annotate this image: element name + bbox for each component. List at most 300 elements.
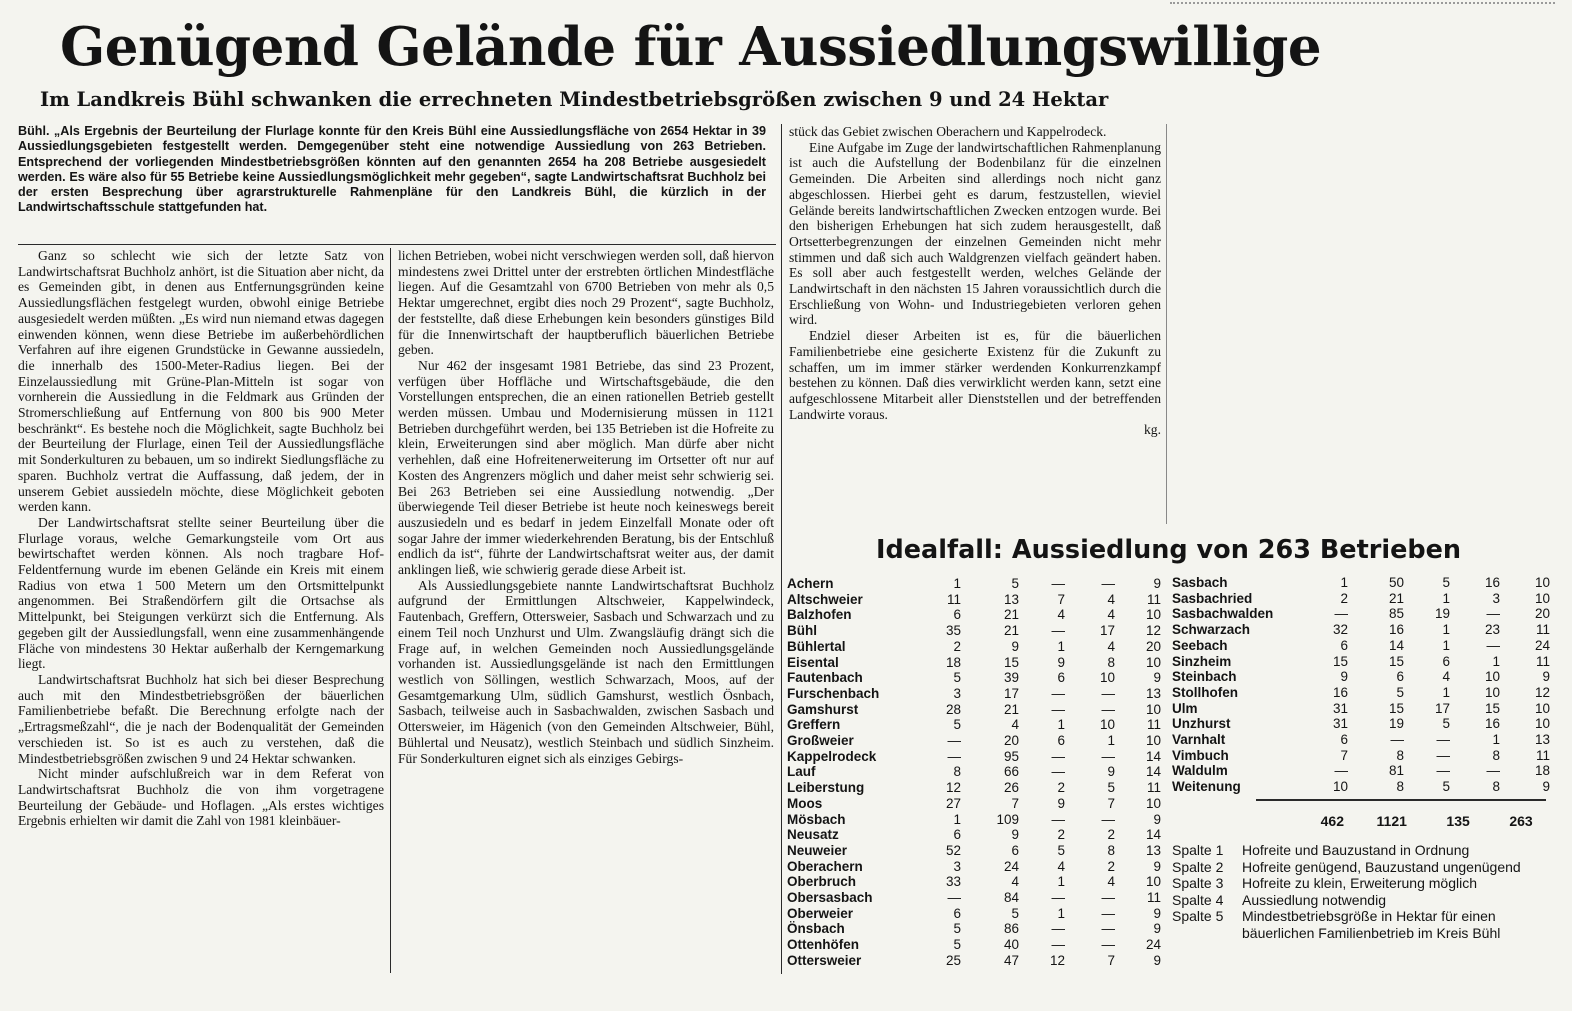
column-value: 52 — [945, 842, 961, 858]
author-initials: kg. — [1144, 422, 1161, 438]
table-row — [787, 921, 1161, 937]
column-value: 11 — [1535, 622, 1550, 638]
paragraph: stück das Gebiet zwischen Oberachern und Kappelrodeck. — [789, 124, 1107, 139]
column-value: 8 — [1396, 779, 1404, 795]
column-value: — — [1436, 763, 1450, 779]
municipality-name: Achern — [787, 576, 834, 591]
column-value: — — [1051, 811, 1065, 827]
column-value: 5 — [1442, 575, 1450, 590]
municipality-name: Kappelrodeck — [787, 748, 877, 764]
column-value: 12 — [1145, 623, 1161, 639]
column-value: 109 — [996, 811, 1019, 827]
table-row — [787, 843, 1161, 859]
column-value: 11 — [1146, 890, 1161, 906]
column-value: 6 — [1057, 670, 1065, 686]
column-value: 4 — [1011, 874, 1019, 890]
table-row — [787, 733, 1161, 749]
column-value: 1 — [1442, 684, 1450, 700]
table-row — [1172, 591, 1550, 607]
column-value: 1 — [1492, 732, 1500, 748]
column-value: 1 — [1442, 637, 1450, 653]
column-value: 1 — [1057, 874, 1065, 890]
column-value: — — [1051, 921, 1065, 937]
column-value: — — [1436, 747, 1450, 763]
column-value: 10 — [1534, 590, 1550, 606]
legend-item — [1172, 859, 1552, 876]
column-value: 10 — [1145, 795, 1161, 811]
column-value: 32 — [1332, 622, 1348, 638]
municipality-name: Önsbach — [787, 921, 845, 937]
column-value: — — [1101, 701, 1115, 717]
column-value: 9 — [1057, 654, 1065, 670]
column-value: 9 — [1153, 811, 1161, 827]
column-value: 12 — [1049, 952, 1065, 968]
column-value: 5 — [1011, 576, 1019, 591]
table-row — [787, 780, 1161, 796]
column-value: 10 — [1332, 779, 1348, 795]
column-value: 18 — [1534, 763, 1550, 779]
column-value: 10 — [1534, 575, 1550, 590]
column-value: 4 — [1057, 607, 1065, 623]
municipality-name: Steinbach — [1172, 669, 1237, 685]
column-value: 1 — [1107, 733, 1115, 749]
column-value: 40 — [1003, 937, 1019, 953]
municipality-name: Furschenbach — [787, 685, 880, 701]
column-value: 6 — [1340, 732, 1348, 748]
column-value: 3 — [953, 858, 961, 874]
municipality-name: Ottersweier — [787, 952, 862, 968]
column-value: 81 — [1388, 763, 1404, 779]
table-row — [787, 607, 1161, 623]
column-value: 10 — [1145, 607, 1161, 623]
column-value: 5 — [953, 921, 961, 937]
column-value: 1 — [1340, 575, 1348, 590]
municipality-name: Fautenbach — [787, 670, 863, 686]
column-value: 21 — [1003, 701, 1019, 717]
column-value: 16 — [1484, 575, 1500, 590]
column-value: 13 — [1003, 591, 1019, 607]
column-value: 26 — [1003, 780, 1019, 796]
table-row — [1172, 701, 1550, 717]
column-value: 4 — [1107, 638, 1115, 654]
table-row — [787, 796, 1161, 812]
column-value: 11 — [1535, 747, 1550, 763]
column-value: 1 — [1492, 653, 1500, 669]
column-value: 14 — [1145, 748, 1161, 764]
column-value: 17 — [1003, 685, 1019, 701]
municipality-name: Oberachern — [787, 858, 863, 874]
column-value: 10 — [1534, 700, 1550, 716]
paragraph: Nicht minder aufschlußreich war in dem Referat von Landwirtschaftsrat Buchholz die von ihm vorgetragene Beurteilung der Gebäude- und Hoflagen. „Als erstes wichtiges Ergebnis erhielten wir damit die Zahl von 1981 kleinbäuer- — [18, 766, 384, 829]
column-value: 9 — [1057, 795, 1065, 811]
table-row — [787, 639, 1161, 655]
table-row — [787, 812, 1161, 828]
column-value: 10 — [1099, 717, 1115, 733]
column-value: 6 — [1442, 653, 1450, 669]
headline: Genügend Gelände für Aussiedlungswillige — [60, 16, 1322, 78]
column-value: 5 — [1107, 780, 1115, 796]
column-value: 5 — [1057, 842, 1065, 858]
column-value: 35 — [945, 623, 961, 639]
municipality-name: Altschweier — [787, 591, 863, 607]
municipality-name: Greffern — [787, 717, 841, 733]
municipality-name: Sasbachwalden — [1172, 606, 1274, 622]
column-value: 10 — [1145, 654, 1161, 670]
column-value: 6 — [1057, 733, 1065, 749]
column-value: 17 — [1434, 700, 1450, 716]
column-value: — — [1390, 732, 1404, 748]
subheadline: Im Landkreis Bühl schwanken die errechneten Mindestbetriebsgrößen zwischen 9 und 24 Hektar — [40, 88, 1109, 111]
column-value: 50 — [1388, 575, 1404, 590]
column-value: 20 — [1003, 733, 1019, 749]
column-value: 2 — [1057, 780, 1065, 796]
column-value: 1 — [1442, 622, 1450, 638]
legend-item — [1172, 892, 1552, 909]
table-row — [787, 623, 1161, 639]
paragraph: Der Landwirtschaftsrat stellte seiner Beurteilung über die Flurlage voraus, welche Gemarkungsteile vom Ort aus bewirtschaftet werden können. Als noch tragbare Hof-Feldentfernung wurde im ebenen Gelände ein Kreis mit einem Radius von etwa 1 500 Metern um den Ortsmittelpunkt angenommen. Bei Straßendörfern gilt die Ortsachse als Mittelpunkt, bei Steigungen verkürzt sich die Entfernung. Als gegeben gilt der Aussiedlungsfall, wenn eine zusammenhängende Fläche von mindestens 30 Hektar außerhalb der Kerngemarkung liegt. — [18, 514, 384, 672]
municipality-name: Weitenung — [1172, 779, 1241, 795]
total-value: 263 — [1509, 813, 1533, 829]
column-value: — — [1051, 764, 1065, 780]
column-value: 33 — [945, 874, 961, 890]
statistics-table-left — [787, 576, 1161, 969]
column-value: 11 — [1146, 591, 1161, 607]
legend-key: Spalte 5 — [1172, 908, 1224, 924]
column-value: 9 — [1011, 638, 1019, 654]
article-column-1 — [18, 248, 384, 973]
column-value: 13 — [1534, 732, 1550, 748]
column-value: 2 — [1107, 858, 1115, 874]
table-row — [1172, 575, 1550, 591]
legend-text: Mindestbetriebsgröße in Hektar für einen bäuerlichen Familienbetrieb im Kreis Bühl — [1242, 908, 1501, 941]
column-value: 1 — [953, 576, 961, 591]
table-row — [1172, 685, 1550, 701]
column-value: 16 — [1332, 684, 1348, 700]
table-row — [1172, 716, 1550, 732]
column-value: 84 — [1003, 890, 1019, 906]
municipality-name: Neusatz — [787, 827, 839, 843]
column-value: 1 — [1057, 905, 1065, 921]
column-value: 6 — [1340, 637, 1348, 653]
column-value: 66 — [1003, 764, 1019, 780]
column-value: 9 — [1011, 827, 1019, 843]
column-value: 10 — [1145, 874, 1161, 890]
municipality-name: Sasbach — [1172, 575, 1228, 590]
table-row — [787, 670, 1161, 686]
column-value: 28 — [945, 701, 961, 717]
column-value: 4 — [1107, 874, 1115, 890]
column-value: 10 — [1484, 669, 1500, 685]
column-value: 10 — [1145, 701, 1161, 717]
column-value: — — [1101, 937, 1115, 953]
column-value: 8 — [1492, 779, 1500, 795]
column-value: 8 — [1107, 654, 1115, 670]
table-row — [1172, 732, 1550, 748]
column-value: 5 — [953, 717, 961, 733]
table-row — [787, 906, 1161, 922]
municipality-name: Unzhurst — [1172, 716, 1231, 732]
lead-divider — [18, 244, 776, 245]
table-row — [787, 749, 1161, 765]
column-value: 47 — [1003, 952, 1019, 968]
column-value: 14 — [1145, 764, 1161, 780]
column-value: 5 — [1011, 905, 1019, 921]
column-value: — — [1051, 748, 1065, 764]
article-column-3 — [789, 124, 1161, 524]
municipality-name: Oberbruch — [787, 874, 857, 890]
column-value: 25 — [945, 952, 961, 968]
municipality-name: Moos — [787, 795, 823, 811]
paragraph: lichen Betrieben, wobei nicht verschwiegen werden soll, daß hiervon mindestens zwei Drittel unter der erstrebten örtlichen Mindestfläche liegen. Auf die Gesamtzahl von 6700 Betrieben von mehr als 0,5 Hektar umgerechnet, ergibt dies noch 29 Prozent“, sagte Buchholz, der feststellte, daß diese Erhebungen kein besonders günstiges Bild für die Innenwirtschaft der hauptberuflich bäuerlichen Betriebe geben. — [398, 248, 774, 358]
column-value: 2 — [1057, 827, 1065, 843]
municipality-name: Balzhofen — [787, 607, 852, 623]
table-row — [1172, 606, 1550, 622]
column-value: — — [1101, 905, 1115, 921]
legend-key: Spalte 3 — [1172, 875, 1224, 891]
paragraph: Endziel dieser Arbeiten ist es, für die bäuerlichen Familienbetriebe eine gesicherte Existenz für die Zukunft zu schaffen, um im immer stärker werdenden Konkurrenzkampf bestehen zu können. Daß dies verwirklicht werden kann, setzt eine aufgeschlossene Mitarbeit aller Dienststellen und der betreffenden Landwirte voraus. — [789, 328, 1161, 422]
municipality-name: Vimbuch — [1172, 747, 1229, 763]
municipality-name: Bühl — [787, 623, 817, 639]
municipality-name: Ulm — [1172, 700, 1198, 716]
column-value: 17 — [1099, 623, 1115, 639]
column-value: 5 — [953, 670, 961, 686]
top-border-line — [1170, 2, 1555, 7]
legend-item — [1172, 908, 1552, 941]
column-value: 31 — [1332, 700, 1348, 716]
column-value: — — [947, 733, 961, 749]
column-value: 15 — [1388, 700, 1404, 716]
column-value: 6 — [953, 607, 961, 623]
column-value: 14 — [1145, 827, 1161, 843]
column-value: 7 — [1011, 795, 1019, 811]
column-value: 21 — [1003, 623, 1019, 639]
column-value: — — [1051, 890, 1065, 906]
column-value: 31 — [1332, 716, 1348, 732]
municipality-name: Bühlertal — [787, 638, 846, 654]
column-value: — — [1051, 701, 1065, 717]
column-value: 5 — [953, 937, 961, 953]
table-row — [787, 953, 1161, 969]
statistics-table-right — [1172, 575, 1550, 795]
column-value: 10 — [1484, 684, 1500, 700]
column-value: — — [1334, 763, 1348, 779]
municipality-name: Eisental — [787, 654, 839, 670]
table-row — [787, 937, 1161, 953]
column-value: 9 — [1542, 669, 1550, 685]
column-value: 5 — [1442, 779, 1450, 795]
column-value: 12 — [945, 780, 961, 796]
column-value: 8 — [1492, 747, 1500, 763]
column-value: 19 — [1388, 716, 1404, 732]
column-value: 15 — [1388, 653, 1404, 669]
column-value: 2 — [953, 638, 961, 654]
column-legend — [1172, 842, 1552, 941]
table-row — [1172, 669, 1550, 685]
column-value: 95 — [1003, 748, 1019, 764]
column-value: 9 — [1153, 952, 1161, 968]
column-value: — — [1101, 890, 1115, 906]
municipality-name: Stollhofen — [1172, 684, 1238, 700]
article-column-2 — [398, 248, 774, 973]
column-value: 10 — [1534, 716, 1550, 732]
municipality-name: Leiberstung — [787, 780, 865, 796]
column-value: 11 — [1146, 780, 1161, 796]
municipality-name: Sasbachried — [1172, 590, 1253, 606]
column-value: 27 — [945, 795, 961, 811]
column-value: 11 — [1146, 717, 1161, 733]
table-row — [1172, 622, 1550, 638]
legend-item — [1172, 875, 1552, 892]
column-value: 15 — [1003, 654, 1019, 670]
column-value: 4 — [1057, 858, 1065, 874]
column-value: 1 — [1442, 590, 1450, 606]
table-row — [1172, 654, 1550, 670]
column-value: 7 — [1057, 591, 1065, 607]
column-value: 20 — [1145, 638, 1161, 654]
column-value: 85 — [1388, 606, 1404, 622]
municipality-name: Seebach — [1172, 637, 1228, 653]
column-value: 9 — [1153, 670, 1161, 686]
column-value: 10 — [1099, 670, 1115, 686]
municipality-name: Schwarzach — [1172, 622, 1251, 638]
column-rule-2 — [781, 124, 782, 974]
table-row — [787, 764, 1161, 780]
column-value: 3 — [1492, 590, 1500, 606]
column-value: — — [1101, 576, 1115, 591]
column-value: 10 — [1145, 733, 1161, 749]
column-value: 9 — [1340, 669, 1348, 685]
column-rule-3 — [1166, 124, 1167, 524]
column-value: 6 — [1396, 669, 1404, 685]
column-value: 3 — [953, 685, 961, 701]
column-value: 86 — [1003, 921, 1019, 937]
column-value: 20 — [1534, 606, 1550, 622]
table-row — [787, 859, 1161, 875]
column-value: 24 — [1003, 858, 1019, 874]
column-value: — — [947, 748, 961, 764]
column-value: 9 — [1153, 905, 1161, 921]
table-row — [787, 655, 1161, 671]
column-value: 11 — [1535, 653, 1550, 669]
column-value: — — [1486, 763, 1500, 779]
municipality-name: Großweier — [787, 733, 854, 749]
table-row — [1172, 763, 1550, 779]
column-value: 18 — [945, 654, 961, 670]
column-value: 9 — [1153, 858, 1161, 874]
municipality-name: Varnhalt — [1172, 732, 1226, 748]
total-value: 462 — [1320, 813, 1344, 829]
column-value: 2 — [1340, 590, 1348, 606]
column-value: 6 — [1011, 842, 1019, 858]
column-value: 21 — [1388, 590, 1404, 606]
column-value: — — [1051, 937, 1065, 953]
column-totals — [1285, 813, 1533, 829]
column-value: 15 — [1332, 653, 1348, 669]
table-row — [787, 890, 1161, 906]
table-row — [787, 702, 1161, 718]
table-row — [787, 686, 1161, 702]
column-value: 7 — [1107, 952, 1115, 968]
column-value: 9 — [1542, 779, 1550, 795]
column-value: 4 — [1107, 591, 1115, 607]
column-rule-1 — [390, 248, 391, 973]
column-value: — — [1486, 606, 1500, 622]
legend-key: Spalte 1 — [1172, 842, 1224, 858]
column-value: 6 — [953, 827, 961, 843]
column-value: — — [1051, 623, 1065, 639]
column-value: 2 — [1107, 827, 1115, 843]
column-value: 16 — [1388, 622, 1404, 638]
paragraph: Als Aussiedlungsgebiete nannte Landwirtschaftsrat Buchholz aufgrund der Ermittlungen Altschweier, Kappelwindeck, Fautenbach, Greffern, Ottersweier, Sasbach und Schwarzach und zu einem Teil noch Unzhurst und Ulm. Zwangsläufig drängt sich die Frage auf, in welchen Gemeinden noch Aussiedlungsgelände vorhanden ist. Aussiedlungsgelände ist nach den Ermittlungen westlich von Söllingen, westlich Schwarzach, Moos, auf der Gesamtgemarkung Ulm, südlich Gamshurst, westlich Ösnbach, Sasbach, teilweise auch in Sasbachwalden, zwischen Sasbach und Ottersweier, im Hägenich (von den Gemeinden Altschweier, Bühl, Bühlertal und Neusatz), westlich Steinbach und südlich Sinzheim. Für Sonderkulturen eignet sich als einziges Gebirgs- — [398, 577, 774, 766]
table-row — [787, 592, 1161, 608]
column-value: 4 — [1107, 607, 1115, 623]
column-value: — — [1051, 576, 1065, 591]
column-value: — — [1436, 732, 1450, 748]
column-value: — — [1101, 811, 1115, 827]
table-box-title: Idealfall: Aussiedlung von 263 Betrieben — [876, 535, 1462, 565]
column-value: 24 — [1534, 637, 1550, 653]
column-value: 5 — [1396, 684, 1404, 700]
column-value: 13 — [1145, 842, 1161, 858]
lead-paragraph: Bühl. „Als Ergebnis der Beurteilung der Flurlage konnte für den Kreis Bühl eine Aussiedlungsfläche von 2654 Hektar in 39 Aussiedlungsgebieten festgestellt werden. Demgegenüber steht eine notwendige Aussiedlung von 263 Betrieben. Entsprechend der vorliegenden Mindestbetriebsgrößen könnten auf den genannten 2654 ha 208 Betriebe ausgesiedelt werden. Es wäre also für 55 Betriebe keine Aussiedlungsmöglichkeit mehr gegeben“, sagte Landwirtschaftsrat Buchholz bei der ersten Besprechung über agrarstrukturelle Rahmenpläne für den Landkreis Bühl, die kürzlich in der Landwirtschaftsschule stattgefunden hat. — [18, 124, 766, 215]
column-value: 21 — [1003, 607, 1019, 623]
table-row — [787, 827, 1161, 843]
table-row — [1172, 748, 1550, 764]
column-value: 15 — [1484, 700, 1500, 716]
municipality-name: Lauf — [787, 764, 816, 780]
paragraph: Landwirtschaftsrat Buchholz hat sich bei dieser Besprechung auch mit den Mindestbetriebsgrößen der bäuerlichen Familienbetriebe befaßt. Die Berechnung erfolgte nach der „Ertragsmeßzahl“, die je nach der Bodenqualität der Gemeinden verschieden ist. So ist es auch zu verstehen, daß die Mindestbetriebsgrößen zwischen 9 und 24 Hektar schwanken. — [18, 671, 384, 766]
column-value: 16 — [1484, 716, 1500, 732]
column-value: 9 — [1107, 764, 1115, 780]
legend-text: Hofreite und Bauzustand in Ordnung — [1242, 842, 1470, 858]
legend-item — [1172, 842, 1552, 859]
column-value: 7 — [1107, 795, 1115, 811]
column-value: 9 — [1153, 576, 1161, 591]
column-value: 5 — [1442, 716, 1450, 732]
column-value: 8 — [1107, 842, 1115, 858]
column-value: — — [947, 890, 961, 906]
column-value: — — [1051, 685, 1065, 701]
column-value: 24 — [1145, 937, 1161, 953]
column-value: 7 — [1340, 747, 1348, 763]
table-row — [1172, 638, 1550, 654]
column-value: 11 — [946, 591, 961, 607]
column-value: — — [1101, 685, 1115, 701]
column-value: 4 — [1442, 669, 1450, 685]
municipality-name: Sinzheim — [1172, 653, 1232, 669]
paragraph: Nur 462 der insgesamt 1981 Betriebe, das sind 23 Prozent, verfügen über Hoffläche und Wirtschaftsgebäude, die den Vorstellungen entsprechen, die an einen rationellen Betrieb gestellt werden müssen. Umbau und Modernisierung müssen in 1121 Betrieben durchgeführt werden, bei 135 Betrieben ist die Hofreite zu klein, Erweiterungen sind aber möglich. Man dürfe aber nicht verhehlen, daß eine Hofreitenerweiterung im Ortsetter oft nur auf Kosten des Angrenzers möglich und daher meist sehr schwierig sei. Bei 263 Betrieben sei eine Aussiedlung notwendig. „Der überwiegende Teil dieser Betriebe ist heute noch keineswegs bereit auszusiedeln und es bedarf in jedem Einzelfall Monate oder oft sogar Jahre der immer wiederkehrenden Beratung, bis der Entschluß endlich da ist“, führte der Landwirtschaftsrat weiter aus, der damit anklingen ließ, wie schwierig gerade diese Arbeit ist. — [398, 357, 774, 578]
legend-text: Hofreite zu klein, Erweiterung möglich — [1242, 875, 1477, 891]
column-value: 1 — [953, 811, 961, 827]
municipality-name: Ottenhöfen — [787, 937, 859, 953]
column-value: 13 — [1145, 685, 1161, 701]
total-value: 1121 — [1376, 813, 1407, 829]
municipality-name: Waldulm — [1172, 763, 1228, 779]
municipality-name: Oberweier — [787, 905, 854, 921]
legend-text: Hofreite genügend, Bauzustand ungenügend — [1242, 858, 1521, 875]
column-value: 1 — [1057, 717, 1065, 733]
table-row — [787, 717, 1161, 733]
table-row — [787, 576, 1161, 592]
column-value: 1 — [1057, 638, 1065, 654]
legend-key: Spalte 4 — [1172, 891, 1224, 908]
column-value: — — [1101, 921, 1115, 937]
municipality-name: Neuweier — [787, 842, 848, 858]
municipality-name: Mösbach — [787, 811, 846, 827]
legend-key: Spalte 2 — [1172, 858, 1224, 875]
totals-rule — [1256, 799, 1546, 801]
column-value: 23 — [1484, 622, 1500, 638]
